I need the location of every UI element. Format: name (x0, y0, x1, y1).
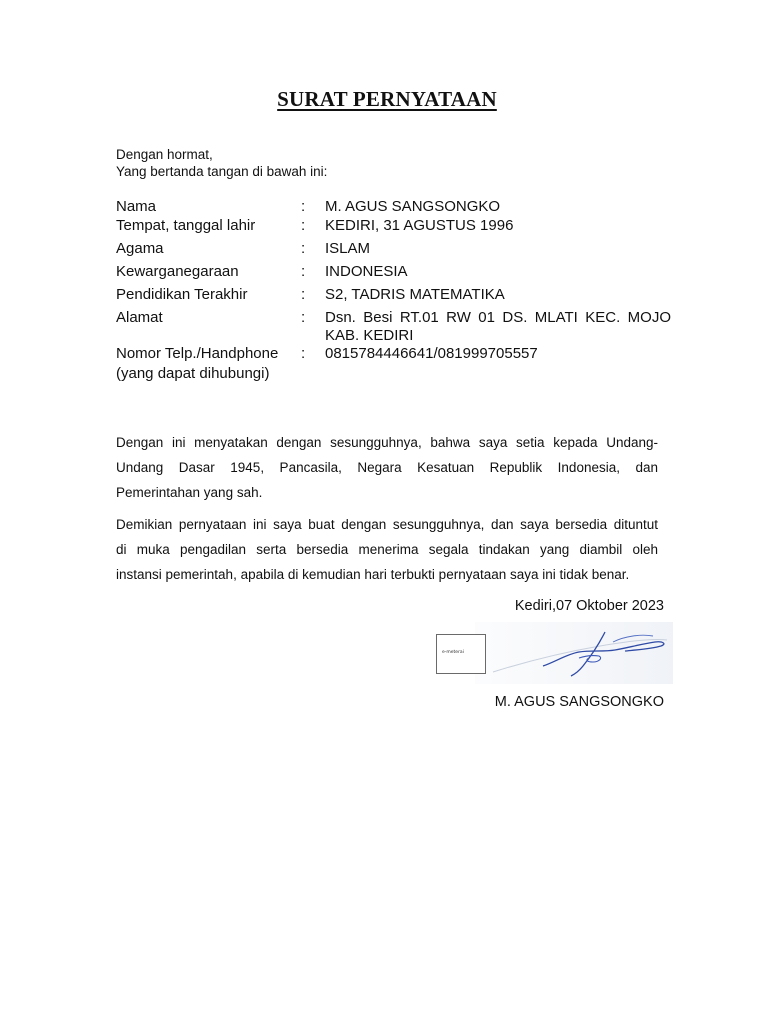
signature (475, 622, 673, 684)
signature-scribble (475, 622, 673, 684)
field-value: ISLAM (325, 240, 371, 257)
field-label: Nama (116, 198, 157, 215)
field-label: Agama (116, 240, 164, 257)
field-label: Alamat (116, 309, 163, 326)
field-value: INDONESIA (325, 263, 408, 280)
field-colon: : (301, 309, 306, 326)
field-colon: : (301, 240, 306, 257)
field-label: Pendidikan Terakhir (116, 286, 248, 303)
signer-name: M. AGUS SANGSONGKO (494, 694, 664, 710)
field-colon: : (301, 345, 306, 362)
closing-paragraph (116, 512, 658, 587)
field-label-line2: (yang dapat dihubungi) (116, 365, 270, 382)
statement-paragraph (116, 430, 658, 505)
field-value: KEDIRI, 31 AGUSTUS 1996 (325, 217, 514, 234)
field-value-line2: KAB. KEDIRI (325, 327, 414, 344)
emeterai-stamp (436, 634, 486, 674)
paragraph-line: instansi pemerintah, apabila di kemudian hari terbukti pernyataan saya ini tidak benar. (116, 567, 630, 582)
field-value: S2, TADRIS MATEMATIKA (325, 286, 505, 303)
document-title: SURAT PERNYATAAN (277, 87, 497, 111)
field-value: 0815784446641/081999705557 (325, 345, 538, 362)
field-label: Kewarganegaraan (116, 263, 239, 280)
greeting-salutation: Dengan hormat, (116, 147, 213, 162)
field-colon: : (301, 263, 306, 280)
paragraph-line: di muka pengadilan serta bersedia menerima segala tindakan yang diambil oleh (116, 542, 658, 557)
emeterai-label: e-meterai (442, 650, 464, 655)
field-label: Tempat, tanggal lahir (116, 217, 256, 234)
field-value: M. AGUS SANGSONGKO (325, 198, 501, 215)
field-value-line1: Dsn. Besi RT.01 RW 01 DS. MLATI KEC. MOJO (325, 309, 671, 326)
place-date: Kediri,07 Oktober 2023 (514, 598, 664, 614)
paragraph-line: Pemerintahan yang sah. (116, 485, 263, 500)
paragraph-line: Dengan ini menyatakan dengan sesungguhnya, bahwa saya setia kepada Undang- (116, 435, 658, 450)
field-colon: : (301, 286, 306, 303)
field-colon: : (301, 198, 306, 215)
greeting-intro: Yang bertanda tangan di bawah ini: (116, 164, 328, 179)
paragraph-line: Demikian pernyataan ini saya buat dengan sesungguhnya, dan saya bersedia dituntut (116, 517, 658, 532)
field-colon: : (301, 217, 306, 234)
paragraph-line: Undang Dasar 1945, Pancasila, Negara Kesatuan Republik Indonesia, dan (116, 460, 658, 475)
field-label-line1: Nomor Telp./Handphone (116, 345, 279, 362)
